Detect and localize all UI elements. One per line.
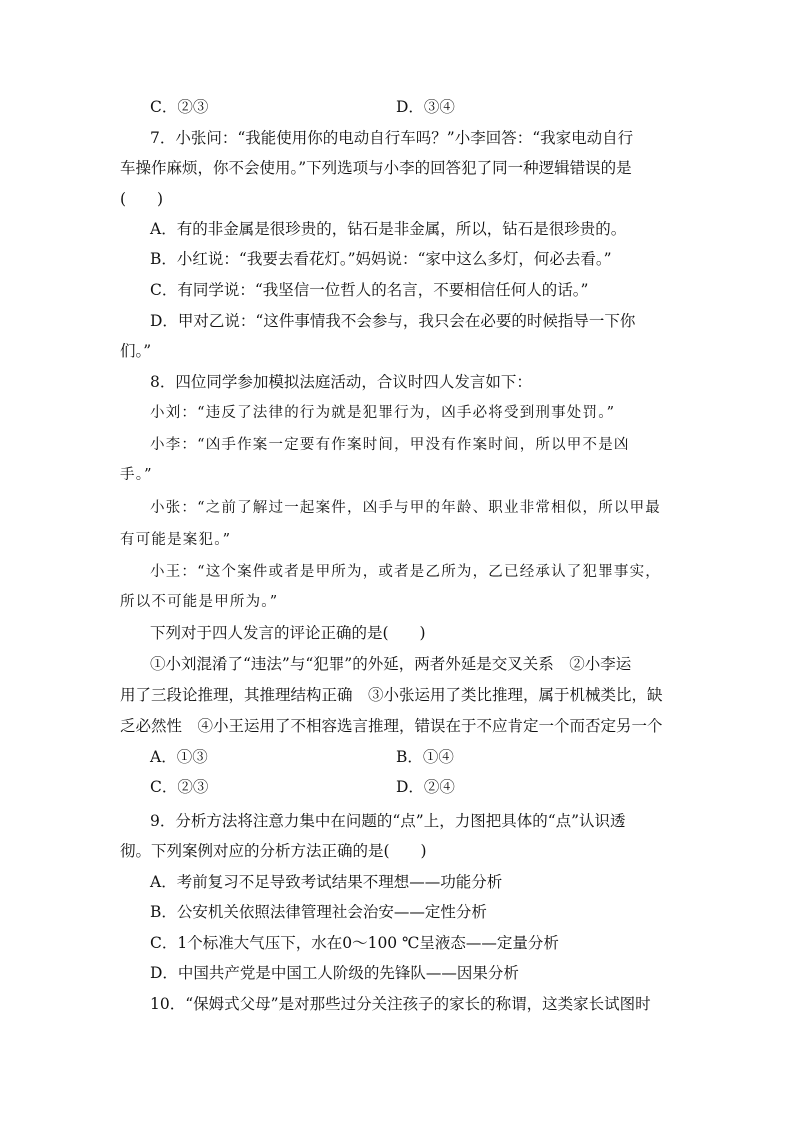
q6-option-d: D．③④ [396, 98, 455, 116]
q8-items-line-2: 用了三段论推理，其推理结构正确 ③小张运用了类比推理，属于机械类比，缺 [120, 686, 663, 704]
q8-items-line-1: ①小刘混淆了“违法”与“犯罪”的外延，两者外延是交叉关系 ②小李运 [150, 655, 632, 673]
q7-option-c: C．有同学说：“我坚信一位哲人的名言，不要相信任何人的话。” [150, 281, 589, 299]
q7-option-b: B．小红说：“我要去看花灯。”妈妈说：“家中这么多灯，何必去看。” [150, 250, 612, 268]
q8-statement-zhang-line-2: 有可能是案犯。” [120, 532, 232, 548]
q7-stem-line-1: 7．小张问：“我能使用你的电动自行车吗？”小李回答：“我家电动自行 [150, 129, 634, 147]
q8-items-line-3: 乏必然性 ④小王运用了不相容选言推理，错误在于不应肯定一个而否定另一个 [120, 717, 663, 735]
q8-option-b: B．①④ [396, 748, 454, 766]
q8-statement-wang-line-1: 小王：“这个案件或者是甲所为，或者是乙所为，乙已经承认了犯罪事实， [150, 564, 662, 580]
q9-option-c: C．1个标准大气压下，水在0～100 ℃呈液态——定量分析 [150, 934, 559, 952]
q7-stem-line-2: 车操作麻烦，你不会使用。”下列选项与小李的回答犯了同一种逻辑错误的是 [120, 159, 632, 177]
q6-option-c: C．②③ [150, 98, 209, 116]
q7-option-d-line-1: D．甲对乙说：“这件事情我不会参与，我只会在必要的时候指导一下你 [150, 312, 636, 330]
q8-option-a: A．①③ [150, 748, 208, 766]
q8-statement-wang-line-2: 所以不可能是甲所为。” [120, 594, 279, 610]
q10-stem-line-1: 10．“保姆式父母”是对那些过分关注孩子的家长的称谓，这类家长试图时 [150, 995, 651, 1013]
q9-option-b: B．公安机关依照法律管理社会治安——定性分析 [150, 903, 487, 921]
q7-option-a: A．有的非金属是很珍贵的，钻石是非金属，所以，钻石是很珍贵的。 [150, 220, 627, 238]
q8-stem: 8．四位同学参加模拟法庭活动，合议时四人发言如下： [150, 373, 532, 391]
q9-stem-line-1: 9．分析方法将注意力集中在问题的“点”上，力图把具体的“点”认识透 [150, 812, 626, 830]
q7-answer-blank: ( ) [120, 190, 164, 208]
q9-option-d: D．中国共产党是中国工人阶级的先锋队——因果分析 [150, 964, 519, 982]
q8-option-c: C．②③ [150, 778, 209, 796]
q8-statement-liu: 小刘：“违反了法律的行为就是犯罪行为，凶手必将受到刑事处罚。” [150, 405, 616, 421]
q9-stem-line-2: 彻。下列案例对应的分析方法正确的是( ) [120, 842, 427, 860]
q8-statement-li-line-2: 手。” [120, 467, 153, 483]
q8-question: 下列对于四人发言的评论正确的是( ) [150, 624, 426, 642]
q8-statement-zhang-line-1: 小张：“之前了解过一起案件，凶手与甲的年龄、职业非常相似，所以甲最 [150, 500, 662, 516]
q7-option-d-line-2: 们。” [120, 342, 152, 360]
q8-option-d: D．②④ [396, 778, 455, 796]
q8-statement-li-line-1: 小李：“凶手作案一定要有作案时间，甲没有作案时间，所以甲不是凶 [150, 437, 630, 453]
q9-option-a: A．考前复习不足导致考试结果不理想——功能分析 [150, 873, 503, 891]
